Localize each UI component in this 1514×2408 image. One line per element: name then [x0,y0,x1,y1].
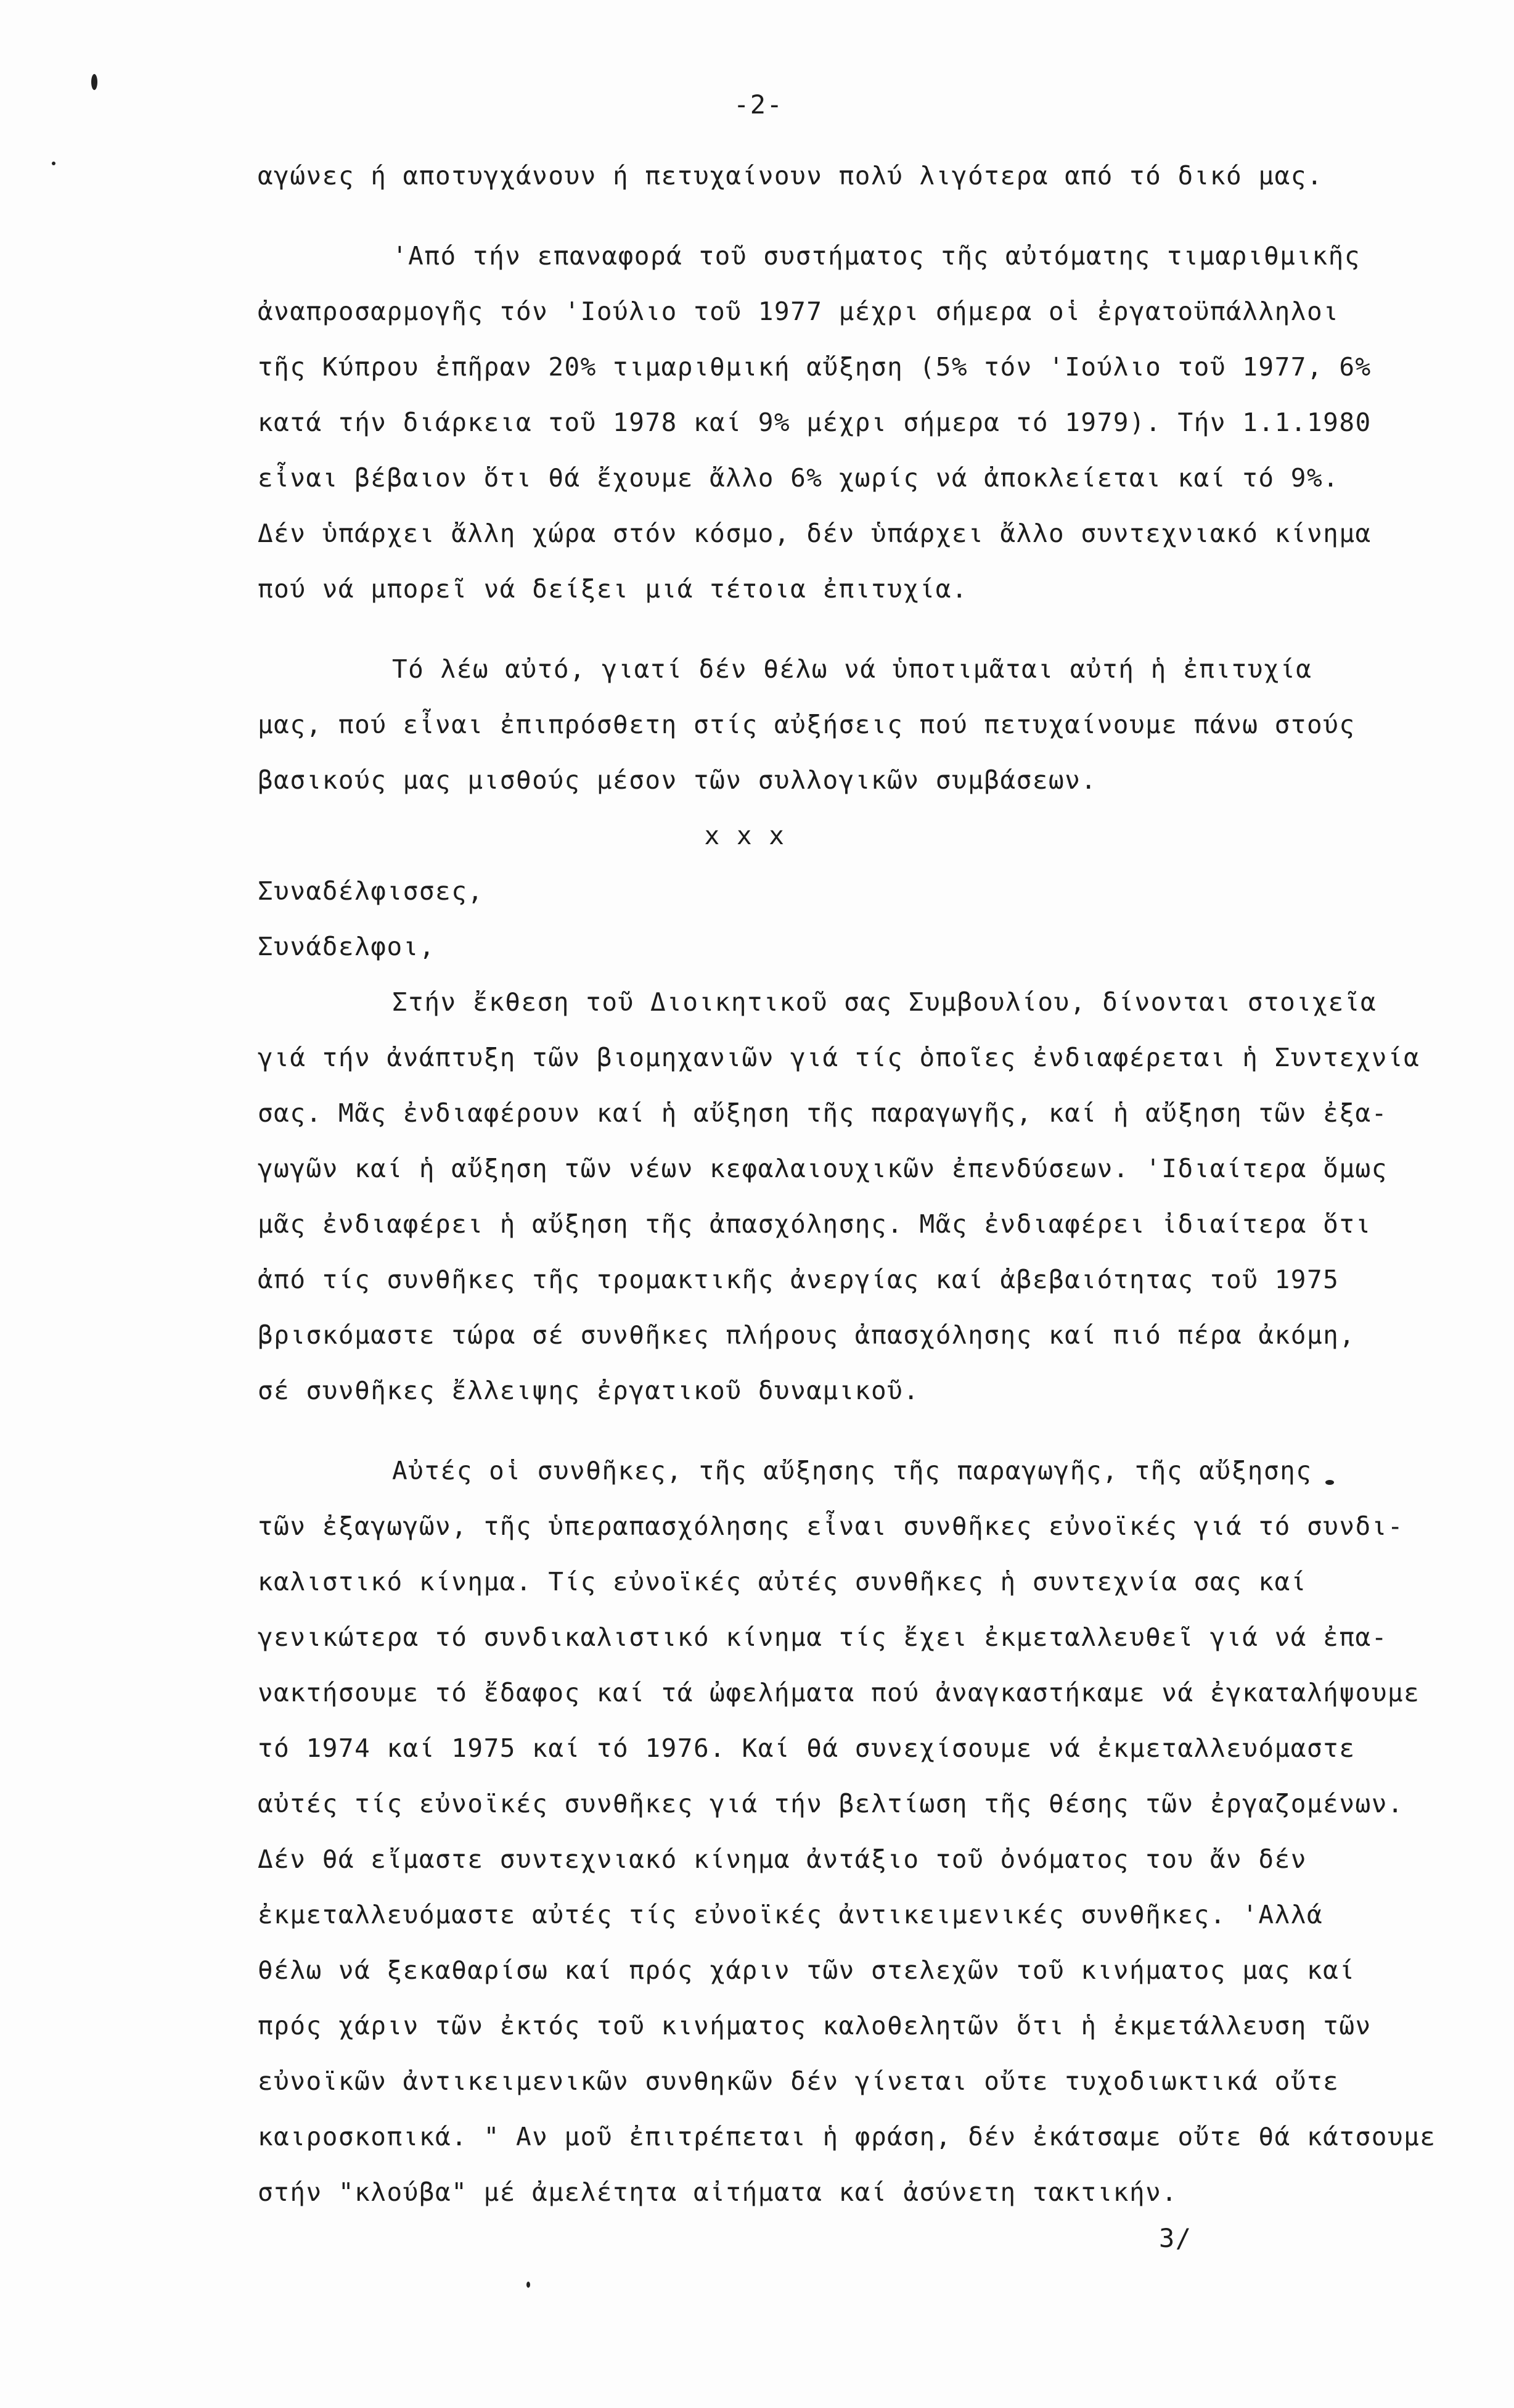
text-line: Αὐτές οἱ συνθῆκες, τῆς αὔξησης τῆς παραγωγῆς, τῆς αὔξησης [392,1456,1312,1485]
text-line: βασικούς μας μισθούς μέσον τῶν συλλογικῶν συμβάσεων. [258,765,1097,795]
scan-speck [91,74,97,90]
text-line: τῆς Κύπρου ἐπῆραν 20% τιμαριθμική αὔξηση (5% τόν 'Ιούλιο τοῦ 1977, 6% [258,352,1372,382]
text-line: μᾶς ἐνδιαφέρει ἡ αὔξηση τῆς ἀπασχόλησης. Μᾶς ἐνδιαφέρει ἰδιαίτερα ὅτι [258,1209,1372,1239]
text-line: Δέν ὑπάρχει ἄλλη χώρα στόν κόσμο, δέν ὑπάρχει ἄλλο συντεχνιακό κίνημα [258,519,1372,548]
text-line: ἀπό τίς συνθῆκες τῆς τρομακτικῆς ἀνεργίας καί ἀβεβαιότητας τοῦ 1975 [258,1265,1340,1294]
text-line: καλιστικό κίνημα. Τίς εὐνοϊκές αὐτές συνθῆκες ἡ συντεχνία σας καί [258,1567,1307,1596]
text-line: πρός χάριν τῶν ἐκτός τοῦ κινήματος καλοθελητῶν ὅτι ἡ ἐκμετάλλευση τῶν [258,2011,1372,2040]
text-line: βρισκόμαστε τώρα σέ συνθῆκες πλήρους ἀπασχόλησης καί πιό πέρα ἀκόμη, [258,1320,1356,1350]
text-line: σας. Μᾶς ἐνδιαφέρουν καί ἡ αὔξηση τῆς παραγωγῆς, καί ἡ αὔξηση τῶν ἐξα- [258,1098,1388,1128]
text-line: Συνάδελφοι, [258,932,436,961]
page-number: -2- [734,89,784,120]
text-line: ἐκμεταλλευόμαστε αὐτές τίς εὐνοϊκές ἀντικειμενικές συνθῆκες. 'Αλλά [258,1900,1324,1929]
text-line: γωγῶν καί ἡ αὔξηση τῶν νέων κεφαλαιουχικῶν ἐπενδύσεων. 'Ιδιαίτερα ὅμως [258,1154,1388,1183]
text-line: πού νά μπορεῖ νά δείξει μιά τέτοια ἐπιτυχία. [258,574,968,604]
document-body [258,148,1436,2220]
next-page-marker: 3/ [1159,2223,1192,2253]
scan-speck [52,162,55,165]
text-line: στήν "κλούβα" μέ ἀμελέτητα αἰτήματα καί ἀσύνετη τακτικήν. [258,2177,1178,2207]
text-line: γιά τήν ἀνάπτυξη τῶν βιομηχανιῶν γιά τίς ὁποῖες ἐνδιαφέρεται ἡ Συντεχνία [258,1043,1420,1072]
text-line: Συναδέλφισσες, [258,876,484,906]
text-line: κατά τήν διάρκεια τοῦ 1978 καί 9% μέχρι σήμερα τό 1979). Τήν 1.1.1980 [258,408,1372,437]
text-line: Στήν ἔκθεση τοῦ Διοικητικοῦ σας Συμβουλίου, δίνονται στοιχεῖα [392,987,1377,1017]
text-line: αὐτές τίς εὐνοϊκές συνθῆκες γιά τήν βελτίωση τῆς θέσης τῶν ἐργαζομένων. [258,1789,1404,1818]
text-line: Τό λέω αὐτό, γιατί δέν θέλω νά ὑποτιμᾶται αὐτή ἡ ἐπιτυχία [392,654,1312,684]
text-line: εἶναι βέβαιον ὅτι θά ἔχουμε ἄλλο 6% χωρίς νά ἀποκλείεται καί τό 9%. [258,463,1340,493]
text-line: εὐνοϊκῶν ἀντικειμενικῶν συνθηκῶν δέν γίνεται οὔτε τυχοδιωκτικά οὔτε [258,2066,1340,2096]
text-line: Δέν θά εἴμαστε συντεχνιακό κίνημα ἀντάξιο τοῦ ὀνόματος του ἄν δέν [258,1844,1307,1874]
text-line: ἀναπροσαρμογῆς τόν 'Ιούλιο τοῦ 1977 μέχρι σήμερα οἱ ἐργατοϋπάλληλοι [258,297,1340,326]
text-line: τῶν ἐξαγωγῶν, τῆς ὑπεραπασχόλησης εἶναι συνθῆκες εὐνοϊκές γιά τό συνδι- [258,1511,1404,1541]
text-line: θέλω νά ξεκαθαρίσω καί πρός χάριν τῶν στελεχῶν τοῦ κινήματος μας καί [258,1955,1356,1985]
text-line: αγώνες ή αποτυγχάνουν ή πετυχαίνουν πολύ λιγότερα από τό δικό μας. [258,161,1324,191]
section-separator: x x x [704,821,785,850]
paragraph-gap [258,1418,1417,1443]
text-line: γενικώτερα τό συνδικαλιστικό κίνημα τίς ἔχει ἐκμεταλλευθεῖ γιά νά ἐπα- [258,1622,1388,1652]
scan-speck [1325,1480,1334,1485]
text-line: νακτήσουμε τό ἔδαφος καί τά ὠφελήματα πού ἀναγκαστήκαμε νά ἐγκαταλήψουμε [258,1678,1420,1707]
text-line: καιροσκοπικά. " Αν μοῦ ἐπιτρέπεται ἡ φράση, δέν ἐκάτσαμε οὔτε θά κάτσουμε [258,2122,1436,2151]
text-line: 'Από τήν επαναφορά τοῦ συστήματος τῆς αὐτόματης τιμαριθμικῆς [392,241,1361,271]
text-line: τό 1974 καί 1975 καί τό 1976. Καί θά συνεχίσουμε νά ἐκμεταλλευόμαστε [258,1733,1356,1763]
scan-speck [526,2282,530,2288]
text-line: μας, πού εἶναι ἐπιπρόσθετη στίς αὐξήσεις πού πετυχαίνουμε πάνω στούς [258,710,1356,739]
text-line: σέ συνθῆκες ἔλλειψης ἐργατικοῦ δυναμικοῦ. [258,1376,920,1405]
paragraph-gap [258,617,1417,641]
paragraph-gap [258,203,1417,228]
